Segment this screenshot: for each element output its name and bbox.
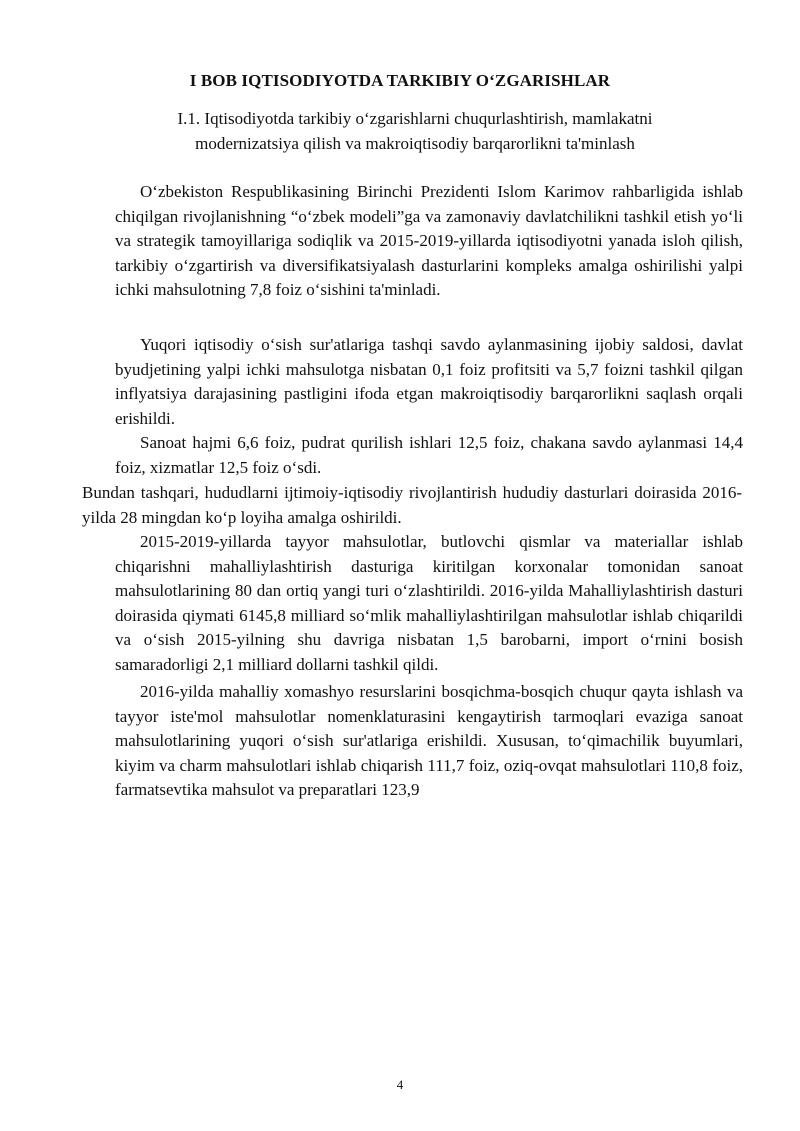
paragraph: Sanoat hajmi 6,6 foiz, pudrat qurilish ishlari 12,5 foiz, chakana savdo aylanmasi 14,4 foiz, xizmatlar 12,5 foiz o‘sdi. (115, 433, 743, 477)
paragraph: 2016-yilda mahalliy xomashyo resurslarini bosqichma-bosqich chuqur qayta ishlash va tayyor iste'mol mahsulotlar nomenklaturasini kengaytirish tarmoqlari evaziga sanoat mahsulotlarining yuqori o‘sish sur'atlariga erishildi. Xususan, to‘qimachilik buyumlari, kiyim va charm mahsulotlari ishlab chiqarish 111,7 foiz, oziq-ovqat mahsulotlari 110,8 foiz, farmatsevtika mahsulot va preparatlari 123,9 (115, 682, 743, 799)
paragraph: Yuqori iqtisodiy o‘sish sur'atlariga tashqi savdo aylanmasining ijobiy saldosi, davlat byudjetining yalpi ichki mahsulotga nisbatan 0,1 foiz profitsiti va 5,7 foizni tashkil qilgan inflyatsiya darajasining pastligini ifoda etgan makroiqtisodiy barqarorlikni saqlash orqali erishildi. (115, 335, 743, 428)
page-number: 4 (396, 1077, 404, 1092)
paragraph: 2015-2019-yillarda tayyor mahsulotlar, butlovchi qismlar va materiallar ishlab chiqarishni mahalliylashtirish dasturiga kiritilgan korxonalar tomonidan sanoat mahsulotlarining 80 dan ortiq yangi turi o‘zlashtirildi. 2016-yilda Mahalliylashtirish dasturi doirasida qiymati 6145,8 milliard so‘mlik mahalliylashtirilgan mahsulotlar ishlab chiqarildi va o‘sish 2015-yilning shu davriga nisbatan 1,5 barobarni, import o‘rnini bosish samaradorligi 2,1 milliard dollarni tashkil qildi. (115, 532, 743, 674)
chapter-title: I BOB IQTISODIYOTDA TARKIBIY O‘ZGARISHLAR (189, 71, 611, 90)
section-title: I.1. Iqtisodiyotda tarkibiy o‘zgarishlarni chuqurlashtirish, mamlakatni modernizatsiya qilish va makroiqtisodiy barqarorlikni ta'minlash (177, 109, 653, 153)
paragraph: Bundan tashqari, hududlarni ijtimoiy-iqtisodiy rivojlantirish hududiy dasturlari doirasida 2016-yilda 28 mingdan ko‘p loyiha amalga oshirildi. (82, 483, 742, 527)
paragraph: O‘zbekiston Respublikasining Birinchi Prezidenti Islom Karimov rahbarligida ishlab chiqilgan rivojlanishning “o‘zbek modeli”ga va zamonaviy davlatchilikni tashkil etish yo‘li va strategik tamoyillariga sodiqlik va 2015-2019-yillarda iqtisodiyotni yanada isloh qilish, tarkibiy o‘zgartirish va diversifikatsiyalash dasturlarini kompleks amalga oshirilishi yalpi ichki mahsulotning 7,8 foiz o‘sishini ta'minladi. (115, 182, 743, 299)
